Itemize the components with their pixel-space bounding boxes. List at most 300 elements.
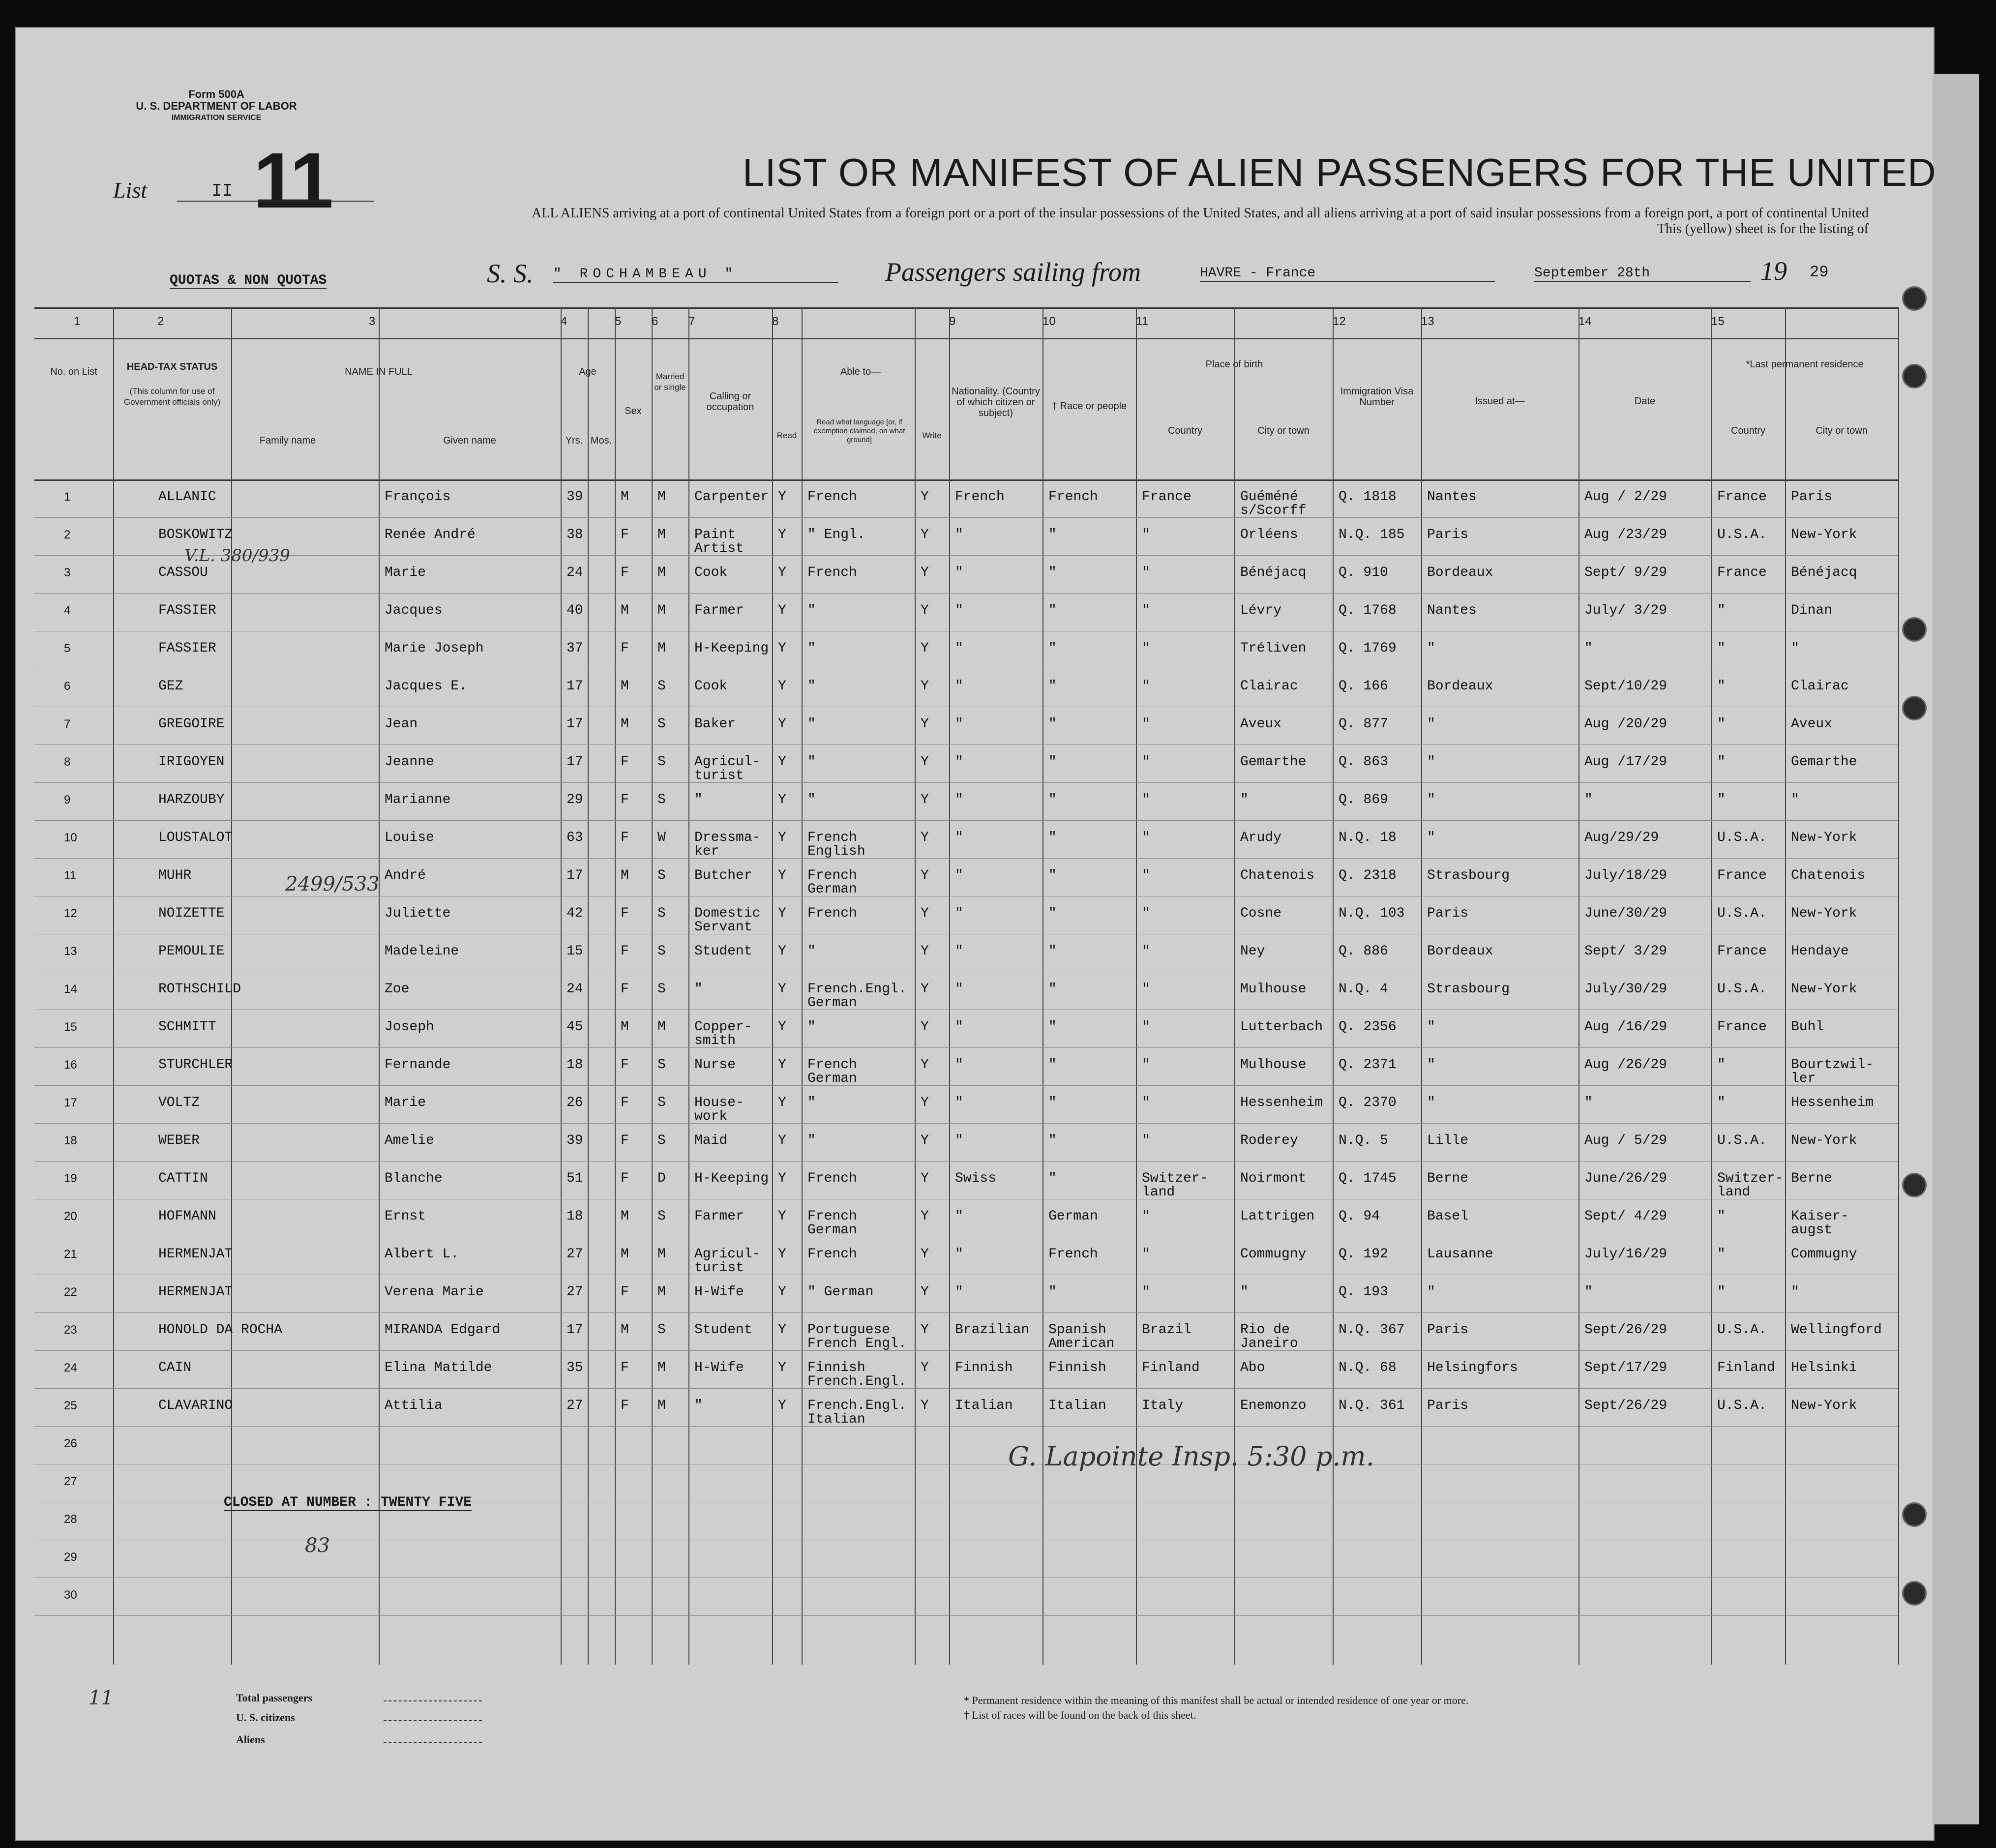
cell-lang: " Engl. (807, 527, 865, 542)
cell-n: 10 (64, 831, 77, 844)
cell-ms: S (657, 1133, 666, 1148)
cell-bcity: Ney (1240, 944, 1265, 959)
cell-occ: Cook (694, 565, 728, 580)
cell-family: GREGOIRE (158, 716, 225, 732)
cell-age: 17 (566, 679, 583, 694)
column-rule (1898, 307, 1899, 1665)
cell-issued: Bordeaux (1427, 565, 1493, 580)
cell-lang: French (807, 489, 857, 505)
cell-rcountry: " (1717, 792, 1726, 807)
cell-sex: M (621, 868, 629, 883)
cell-bcountry: Italy (1142, 1398, 1184, 1413)
cell-sex: F (621, 792, 629, 807)
column-number: 2 (157, 315, 164, 328)
table-row (34, 972, 1898, 1010)
cell-race: " (1048, 1019, 1057, 1035)
cell-visa: Q. 863 (1339, 754, 1388, 770)
cell-bcity: Clairac (1240, 679, 1298, 694)
cell-family: ROTHSCHILD (158, 982, 241, 997)
table-row (34, 1199, 1898, 1237)
cell-read: Y (778, 1095, 786, 1110)
table-row (34, 934, 1898, 972)
hdr-sex: Sex (625, 406, 642, 417)
cell-bcity: Mulhouse (1240, 1057, 1307, 1073)
cell-lang: " German (807, 1284, 874, 1300)
cell-rcountry: " (1717, 1209, 1726, 1224)
cell-n: 15 (64, 1020, 77, 1034)
cell-nat: " (955, 868, 963, 883)
cell-given: Elina Matilde (385, 1360, 492, 1375)
subtitle (393, 206, 1869, 237)
cell-rcountry: " (1717, 679, 1726, 694)
cell-date: Aug / 5/29 (1584, 1133, 1668, 1148)
cell-nat: Finnish (955, 1360, 1013, 1375)
cell-read: Y (778, 641, 786, 656)
cell-age: 18 (566, 1057, 583, 1073)
cell-nat: " (955, 1019, 963, 1035)
cell-lang: " (807, 944, 816, 959)
cell-nat: " (955, 603, 963, 618)
cell-bcountry: " (1142, 1019, 1150, 1035)
column-number-row (34, 307, 1898, 339)
hdr-read: Read (776, 431, 797, 440)
cell-age: 51 (566, 1171, 583, 1186)
cell-bcountry: " (1142, 868, 1150, 883)
cell-given: Jeanne (385, 754, 434, 770)
cell-n: 13 (64, 945, 77, 958)
cell-rcity: Commugny (1791, 1247, 1857, 1262)
ss-label: S. S. (487, 259, 534, 288)
cell-bcountry: Switzer- land (1142, 1171, 1208, 1200)
cell-ms: S (657, 906, 666, 921)
cell-ms: S (657, 1057, 666, 1073)
cell-bcity: Lutterbach (1240, 1019, 1323, 1035)
column-number: 5 (615, 315, 622, 328)
table-row (34, 517, 1898, 556)
cell-bcountry: " (1142, 982, 1150, 997)
hdr-race: † Race or people (1051, 401, 1127, 412)
cell-bcity: Abo (1240, 1360, 1265, 1375)
cell-write: Y (921, 868, 929, 883)
cell-visa: Q. 910 (1339, 565, 1388, 580)
cell-age: 45 (566, 1019, 583, 1035)
handwritten-number: 2499/533 (285, 873, 380, 895)
form-number: Form 500A (188, 88, 244, 100)
cell-given: Fernande (385, 1057, 451, 1073)
cell-bcity: Tréliven (1240, 641, 1307, 656)
cell-given: Zoe (385, 982, 410, 997)
hdr-last-residence: *Last permanent residence (1746, 359, 1864, 370)
cell-rcountry: France (1717, 944, 1767, 959)
hdr-visa: Immigration Visa Number (1340, 386, 1414, 408)
cell-n: 23 (64, 1323, 77, 1337)
cell-visa: Q. 2356 (1339, 1019, 1397, 1035)
cell-write: Y (921, 754, 929, 770)
footer-citizens-line (384, 1720, 482, 1721)
cell-sex: F (621, 1360, 629, 1375)
column-number: 11 (1136, 315, 1148, 328)
cell-sex: F (621, 906, 629, 921)
cell-nat: " (955, 982, 963, 997)
cell-issued: Bordeaux (1427, 944, 1493, 959)
cell-bcountry: " (1142, 830, 1150, 845)
cell-issued: " (1427, 1019, 1435, 1035)
cell-given: Marie (385, 565, 426, 580)
cell-race: " (1048, 830, 1057, 845)
footer-citizens: U. S. citizens (236, 1711, 295, 1724)
cell-rcity: New-York (1791, 830, 1857, 845)
cell-ms: M (657, 1398, 666, 1413)
cell-rcity: New-York (1791, 982, 1857, 997)
cell-rcountry: U.S.A. (1717, 982, 1767, 997)
cell-visa: N.Q. 185 (1339, 527, 1405, 542)
cell-occ: House- work (694, 1095, 744, 1124)
hdr-calling: Calling or occupation (706, 391, 754, 413)
cell-family: HOFMANN (158, 1209, 216, 1224)
cell-sex: F (621, 1171, 629, 1186)
cell-bcountry: " (1142, 565, 1150, 580)
list-rule (177, 201, 374, 202)
cell-visa: N.Q. 4 (1339, 982, 1388, 997)
column-number: 10 (1043, 315, 1056, 328)
cell-write: Y (921, 1247, 929, 1262)
cell-date: " (1584, 792, 1593, 807)
cell-bcity: Arudy (1240, 830, 1282, 845)
page-title: LIST OR MANIFEST OF ALIEN PASSENGERS FOR THE UNITED (743, 150, 1936, 194)
cell-write: Y (921, 1057, 929, 1073)
page-edge (1933, 74, 1979, 1824)
cell-date: July/18/29 (1584, 868, 1668, 883)
cell-n: 12 (64, 907, 77, 920)
cell-age: 24 (566, 565, 583, 580)
cell-age: 39 (566, 489, 583, 505)
cell-date: Aug /26/29 (1584, 1057, 1668, 1073)
cell-n: 29 (64, 1550, 77, 1564)
cell-race: " (1048, 716, 1057, 732)
cell-bcity: Guéméné s/Scorff (1240, 489, 1307, 518)
cell-issued: " (1427, 1095, 1435, 1110)
ship-name: " ROCHAMBEAU " (553, 267, 838, 283)
cell-ms: M (657, 603, 666, 618)
hdr-res-city: City or town (1816, 425, 1868, 436)
cell-write: Y (921, 830, 929, 845)
cell-given: Albert L. (385, 1247, 459, 1262)
cell-visa: Q. 2371 (1339, 1057, 1397, 1073)
cell-read: Y (778, 1171, 786, 1186)
cell-visa: Q. 869 (1339, 792, 1388, 807)
cell-rcity: New-York (1791, 1398, 1857, 1413)
cell-read: Y (778, 1360, 786, 1375)
cell-occ: Baker (694, 716, 736, 732)
cell-ms: S (657, 944, 666, 959)
hdr-family: Family name (259, 435, 316, 446)
cell-race: " (1048, 1171, 1057, 1186)
cell-bcity: Enemonzo (1240, 1398, 1307, 1413)
cell-write: Y (921, 906, 929, 921)
cell-write: Y (921, 1398, 929, 1413)
cell-visa: Q. 94 (1339, 1209, 1380, 1224)
cell-race: German (1048, 1209, 1098, 1224)
column-number: 13 (1421, 315, 1434, 328)
cell-read: Y (778, 1284, 786, 1300)
hdr-read-lang: Read what language [or, if exemption claimed, on what ground] (813, 418, 905, 444)
table-row (34, 745, 1898, 783)
cell-rcountry: France (1717, 565, 1767, 580)
cell-rcountry: U.S.A. (1717, 830, 1767, 845)
cell-sex: M (621, 679, 629, 694)
cell-rcountry: " (1717, 641, 1726, 656)
department: U. S. DEPARTMENT OF LABOR (136, 100, 297, 112)
binder-hole (1902, 1502, 1927, 1527)
cell-occ: Carpenter (694, 489, 769, 505)
cell-date: Sept/26/29 (1584, 1398, 1668, 1413)
cell-rcity: Hessenheim (1791, 1095, 1874, 1110)
cell-read: Y (778, 982, 786, 997)
cell-visa: N.Q. 18 (1339, 830, 1397, 845)
cell-lang: French (807, 1247, 857, 1262)
cell-ms: S (657, 1322, 666, 1338)
cell-nat: " (955, 754, 963, 770)
cell-bcity: Aveux (1240, 716, 1282, 732)
cell-rcountry: U.S.A. (1717, 1133, 1767, 1148)
cell-family: ALLANIC (158, 489, 216, 505)
cell-ms: S (657, 1095, 666, 1110)
cell-ms: W (657, 830, 666, 845)
column-number: 9 (949, 315, 956, 328)
departure-port: HAVRE - France (1200, 266, 1495, 282)
cell-date: Aug /17/29 (1584, 754, 1668, 770)
year-prefix: 19 (1760, 256, 1787, 286)
cell-bcity: Orléens (1240, 527, 1298, 542)
cell-occ: " (694, 1398, 703, 1413)
cell-race: " (1048, 527, 1057, 542)
cell-n: 30 (64, 1588, 77, 1602)
cell-n: 16 (64, 1058, 77, 1072)
cell-bcountry: " (1142, 1247, 1150, 1262)
table-row (34, 1275, 1898, 1313)
hdr-birth-city: City or town (1257, 425, 1310, 436)
year-value: 29 (1810, 263, 1829, 281)
cell-given: Ernst (385, 1209, 426, 1224)
cell-nat: Swiss (955, 1171, 997, 1186)
sailing-date: September 28th (1534, 266, 1751, 282)
cell-nat: " (955, 679, 963, 694)
cell-sex: M (621, 1209, 629, 1224)
cell-occ: H-Keeping (694, 641, 769, 656)
list-number: 11 (253, 136, 331, 224)
cell-race: " (1048, 906, 1057, 921)
hdr-birth-country: Country (1167, 425, 1203, 436)
column-number: 7 (688, 315, 695, 328)
table-row (34, 1047, 1898, 1086)
cell-rcountry: " (1717, 754, 1726, 770)
cell-given: Attilia (385, 1398, 443, 1413)
cell-given: Juliette (385, 906, 451, 921)
cell-n: 5 (64, 642, 71, 655)
cell-age: 17 (566, 754, 583, 770)
cell-nat: " (955, 1057, 963, 1073)
cell-date: Sept/ 4/29 (1584, 1209, 1668, 1224)
cell-rcity: Berne (1791, 1171, 1833, 1186)
cell-date: Aug / 2/29 (1584, 489, 1668, 505)
cell-rcountry: U.S.A. (1717, 1322, 1767, 1338)
cell-occ: Butcher (694, 868, 752, 883)
cell-bcountry: " (1142, 1209, 1150, 1224)
cell-rcity: New-York (1791, 527, 1857, 542)
cell-given: François (385, 489, 451, 505)
cell-occ: Domestic Servant (694, 906, 761, 935)
table-row (34, 707, 1898, 745)
cell-bcity: Lévry (1240, 603, 1282, 618)
cell-race: " (1048, 679, 1057, 694)
cell-bcity: " (1240, 792, 1249, 807)
cell-given: Jacques (385, 603, 443, 618)
cell-rcountry: U.S.A. (1717, 1398, 1767, 1413)
cell-issued: Nantes (1427, 603, 1477, 618)
cell-given: Verena Marie (385, 1284, 484, 1300)
cell-given: Madeleine (385, 944, 459, 959)
cell-rcity: Bénéjacq (1791, 565, 1857, 580)
cell-lang: French.Engl. German (807, 982, 907, 1011)
cell-n: 26 (64, 1437, 77, 1450)
cell-date: Sept/ 3/29 (1584, 944, 1668, 959)
cell-rcountry: France (1717, 868, 1767, 883)
cell-read: Y (778, 1019, 786, 1035)
footer-aliens: Aliens (236, 1733, 265, 1746)
cell-read: Y (778, 679, 786, 694)
cell-rcountry: U.S.A. (1717, 906, 1767, 921)
cell-family: GEZ (158, 679, 183, 694)
cell-family: CASSOU (158, 565, 208, 580)
cell-issued: Strasbourg (1427, 982, 1510, 997)
cell-given: Joseph (385, 1019, 434, 1035)
cell-age: 38 (566, 527, 583, 542)
cell-given: Louise (385, 830, 434, 845)
subtitle-line-1: ALL ALIENS arriving at a port of continental United States from a foreign port or a port of the insular possessions of the United States, and all aliens arriving at a port of said insular possessions from a foreign port, a port of continental United (532, 206, 1869, 221)
cell-write: Y (921, 1133, 929, 1148)
cell-read: Y (778, 1322, 786, 1338)
cell-read: Y (778, 527, 786, 542)
cell-read: Y (778, 1247, 786, 1262)
binder-hole (1902, 1581, 1927, 1606)
cell-visa: N.Q. 361 (1339, 1398, 1405, 1413)
cell-nat: Italian (955, 1398, 1013, 1413)
cell-bcountry: " (1142, 603, 1150, 618)
cell-issued: Bordeaux (1427, 679, 1493, 694)
cell-lang: French German (807, 1209, 857, 1238)
cell-race: " (1048, 944, 1057, 959)
cell-age: 17 (566, 716, 583, 732)
cell-age: 37 (566, 641, 583, 656)
cell-visa: Q. 1769 (1339, 641, 1397, 656)
cell-age: 35 (566, 1360, 583, 1375)
hdr-married: Married or single (654, 372, 686, 392)
cell-issued: Paris (1427, 1322, 1469, 1338)
cell-read: Y (778, 868, 786, 883)
cell-occ: Agricul- turist (694, 1247, 761, 1276)
cell-write: Y (921, 641, 929, 656)
cell-n: 18 (64, 1134, 77, 1147)
cell-rcountry: " (1717, 1095, 1726, 1110)
sailing-label: Passengers sailing from (885, 257, 1141, 287)
cell-given: Marie (385, 1095, 426, 1110)
cell-sex: F (621, 1057, 629, 1073)
cell-write: Y (921, 489, 929, 505)
quotas-label: QUOTAS & NON QUOTAS (170, 273, 327, 288)
cell-n: 4 (64, 604, 71, 617)
cell-read: Y (778, 489, 786, 505)
cell-nat: " (955, 830, 963, 845)
cell-occ: Paint Artist (694, 527, 744, 556)
cell-bcountry: " (1142, 641, 1150, 656)
cell-lang: Portuguese French Engl. (807, 1322, 907, 1351)
cell-ms: M (657, 1284, 666, 1300)
cell-visa: Q. 1745 (1339, 1171, 1397, 1186)
cell-rcountry: France (1717, 1019, 1767, 1035)
cell-sex: M (621, 1019, 629, 1035)
cell-n: 27 (64, 1475, 77, 1488)
cell-occ: H-Keeping (694, 1171, 769, 1186)
cell-issued: " (1427, 716, 1435, 732)
cell-write: Y (921, 1209, 929, 1224)
cell-date: " (1584, 641, 1593, 656)
cell-lang: " (807, 1133, 816, 1148)
cell-race: " (1048, 754, 1057, 770)
cell-given: Blanche (385, 1171, 443, 1186)
binder-hole (1902, 364, 1927, 388)
cell-age: 39 (566, 1133, 583, 1148)
cell-issued: Basel (1427, 1209, 1469, 1224)
cell-occ: Student (694, 1322, 752, 1338)
cell-occ: " (694, 982, 703, 997)
cell-given: Amelie (385, 1133, 434, 1148)
table-row (34, 820, 1898, 859)
cell-write: Y (921, 1019, 929, 1035)
cell-bcity: Rio de Janeiro (1240, 1322, 1298, 1351)
hdr-nationality: Nationality. (Country of which citizen or subject) (952, 386, 1040, 418)
table-row (34, 1237, 1898, 1275)
cell-n: 17 (64, 1096, 77, 1109)
cell-visa: Q. 192 (1339, 1247, 1388, 1262)
column-number: 3 (369, 315, 376, 328)
cell-n: 25 (64, 1399, 77, 1412)
closed-at-number: CLOSED AT NUMBER : TWENTY FIVE (224, 1495, 472, 1510)
cell-nat: " (955, 1247, 963, 1262)
cell-ms: S (657, 679, 666, 694)
cell-lang: French German (807, 1057, 857, 1086)
cell-race: " (1048, 1133, 1057, 1148)
cell-lang: " (807, 641, 816, 656)
cell-n: 21 (64, 1248, 77, 1261)
cell-occ: Cook (694, 679, 728, 694)
cell-family: LOUSTALOT (158, 830, 233, 845)
cell-lang: French (807, 906, 857, 921)
cell-nat: " (955, 944, 963, 959)
cell-family: MUHR (158, 868, 192, 883)
cell-ms: M (657, 1247, 666, 1262)
cell-family: HONOLD DA ROCHA (158, 1322, 283, 1338)
cell-bcity: Roderey (1240, 1133, 1298, 1148)
hdr-headtax-note: (This column for use of Government officials only) (123, 387, 221, 407)
cell-occ: Maid (694, 1133, 728, 1148)
cell-read: Y (778, 1398, 786, 1413)
cell-ms: M (657, 1360, 666, 1375)
cell-visa: Q. 877 (1339, 716, 1388, 732)
cell-given: MIRANDA Edgard (385, 1322, 501, 1338)
table-row (34, 1161, 1898, 1199)
cell-n: 8 (64, 755, 71, 769)
cell-sex: F (621, 1133, 629, 1148)
